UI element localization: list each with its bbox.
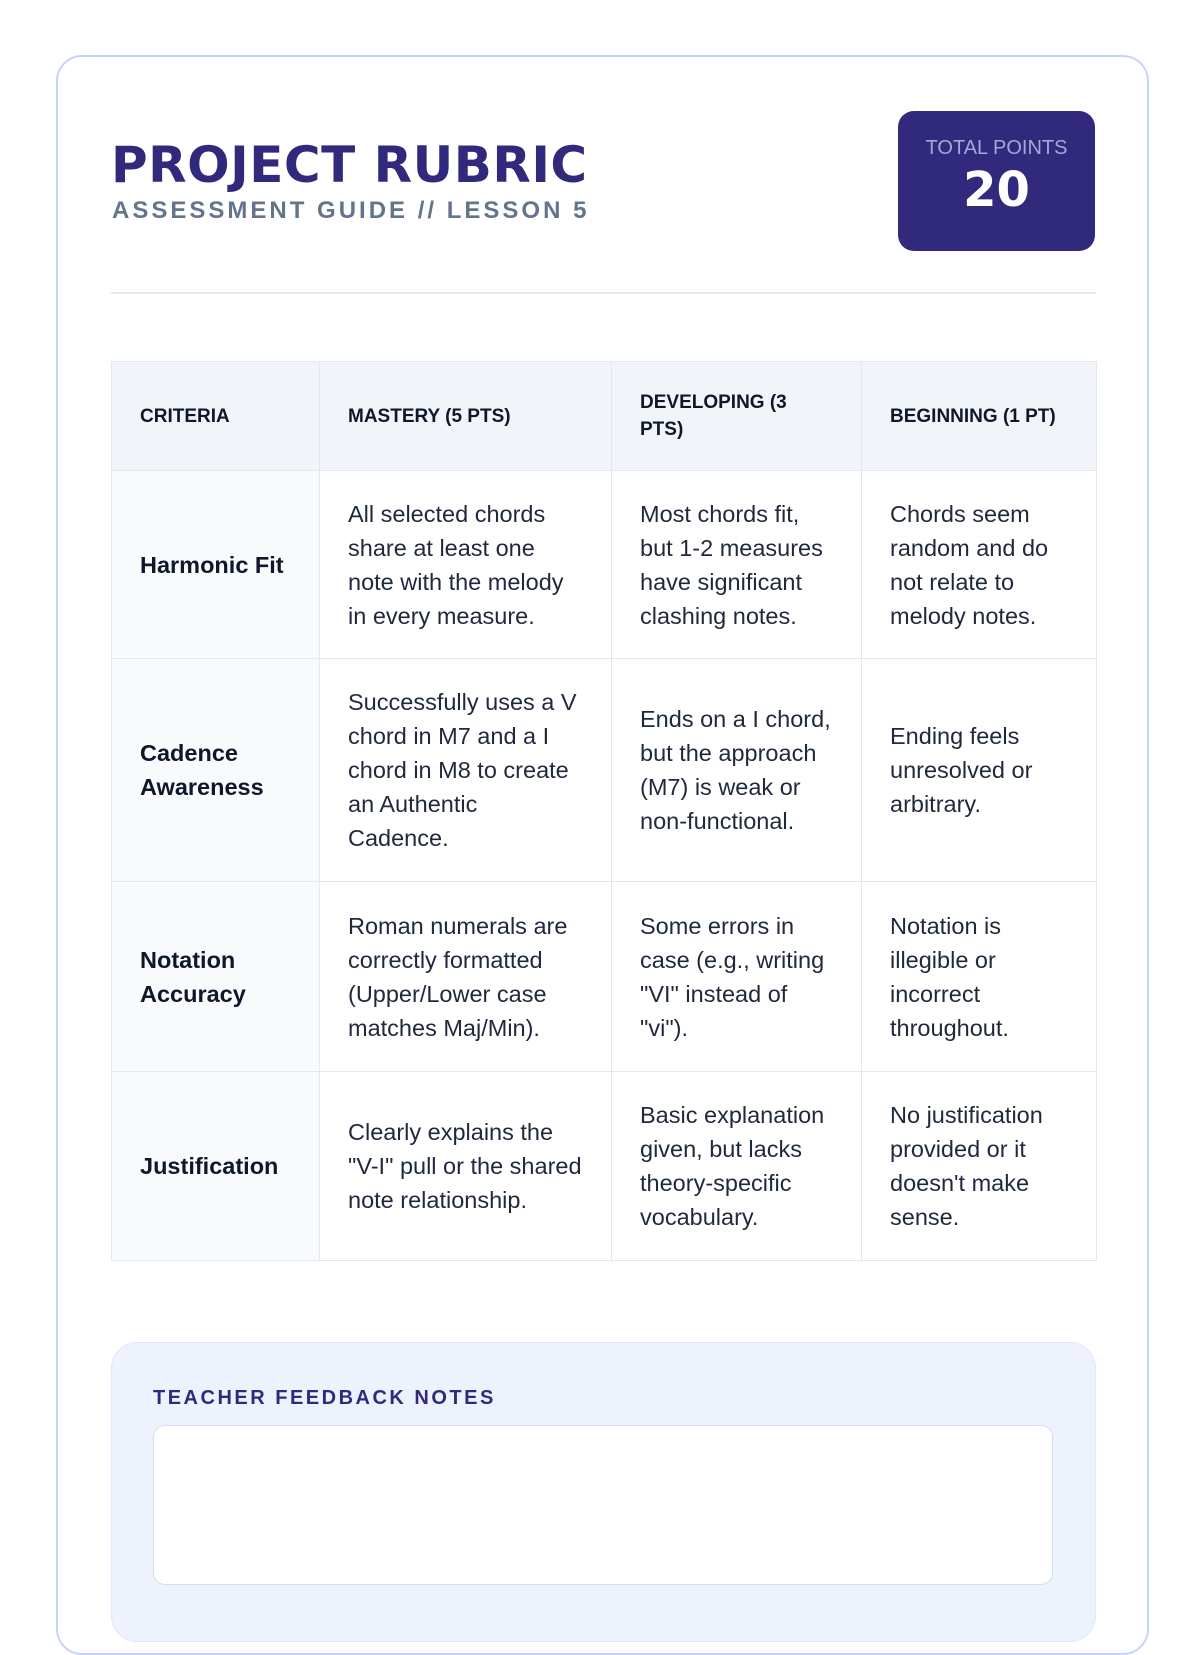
total-points-value: 20: [963, 162, 1030, 218]
developing-cell: Some errors in case (e.g., writing "VI" instead of "vi").: [612, 882, 862, 1072]
page-title: PROJECT RUBRIC: [111, 136, 588, 194]
beginning-cell: Chords seem random and do not relate to melody notes.: [862, 471, 1097, 659]
beginning-cell: No justification provided or it doesn't make sense.: [862, 1072, 1097, 1261]
mastery-cell: Clearly explains the "V-I" pull or the shared note relationship.: [320, 1072, 612, 1261]
beginning-cell: Notation is illegible or incorrect throughout.: [862, 882, 1097, 1072]
header-developing: DEVELOPING (3 PTS): [612, 362, 862, 471]
mastery-cell: Roman numerals are correctly formatted (Upper/Lower case matches Maj/Min).: [320, 882, 612, 1072]
table-header-row: [112, 362, 1097, 471]
feedback-label: TEACHER FEEDBACK NOTES: [153, 1387, 496, 1409]
teacher-feedback-section: [111, 1342, 1096, 1642]
mastery-cell: All selected chords share at least one note with the melody in every measure.: [320, 471, 612, 659]
developing-cell: Most chords fit, but 1-2 measures have significant clashing notes.: [612, 471, 862, 659]
total-points-badge: [898, 111, 1095, 251]
criteria-cell: Notation Accuracy: [112, 882, 320, 1072]
beginning-cell: Ending feels unresolved or arbitrary.: [862, 659, 1097, 882]
developing-cell: Ends on a I chord, but the approach (M7) is weak or non-functional.: [612, 659, 862, 882]
criteria-cell: Cadence Awareness: [112, 659, 320, 882]
table-row: [112, 1072, 1097, 1261]
criteria-cell: Harmonic Fit: [112, 471, 320, 659]
table-row: [112, 471, 1097, 659]
header-criteria: CRITERIA: [112, 362, 320, 471]
rubric-table: [111, 361, 1097, 1261]
table-row: [112, 659, 1097, 882]
header-mastery: MASTERY (5 PTS): [320, 362, 612, 471]
mastery-cell: Successfully uses a V chord in M7 and a I chord in M8 to create an Authentic Cadence.: [320, 659, 612, 882]
header-beginning: BEGINNING (1 PT): [862, 362, 1097, 471]
developing-cell: Basic explanation given, but lacks theory-specific vocabulary.: [612, 1072, 862, 1261]
page-subtitle: ASSESSMENT GUIDE // LESSON 5: [112, 197, 590, 224]
feedback-notes-input[interactable]: [153, 1425, 1053, 1585]
total-points-label: TOTAL POINTS: [925, 137, 1068, 159]
criteria-cell: Justification: [112, 1072, 320, 1261]
divider: [111, 292, 1096, 294]
table-row: [112, 882, 1097, 1072]
